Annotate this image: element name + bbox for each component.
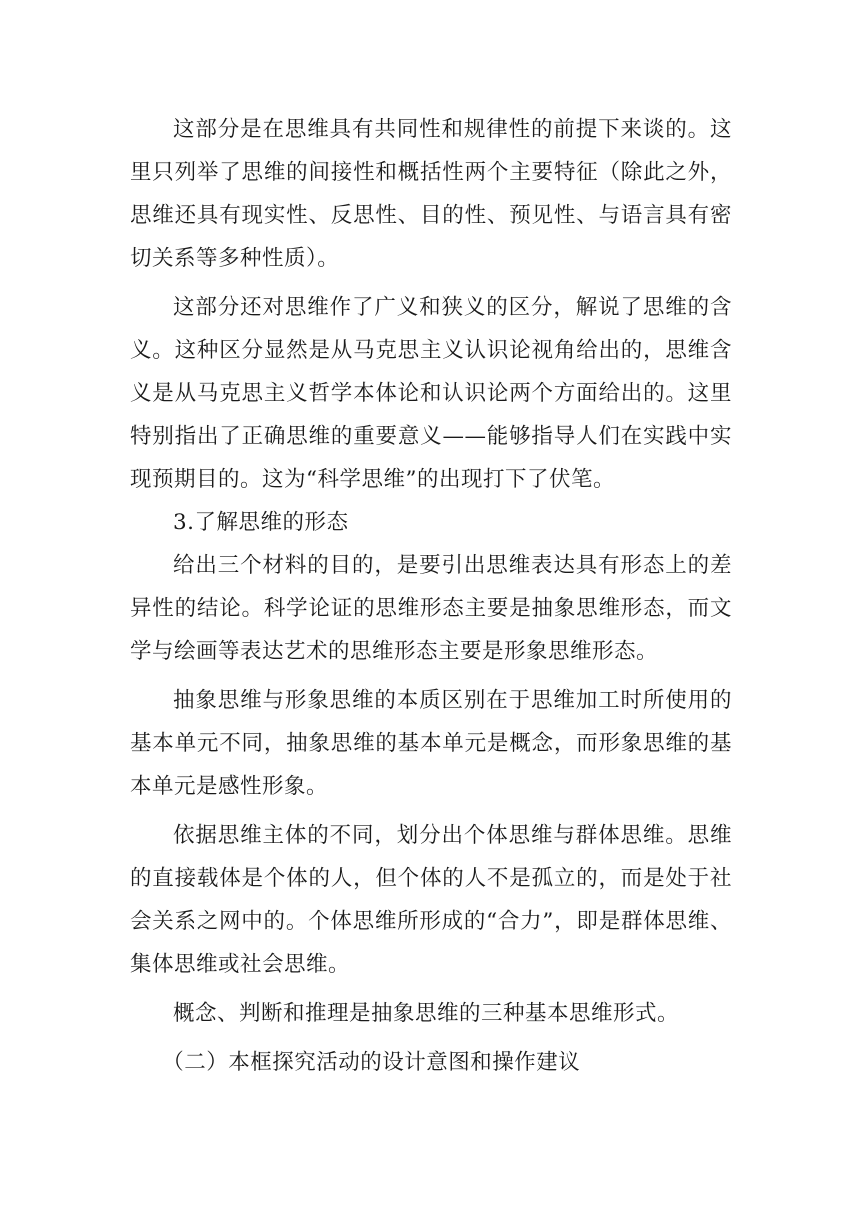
paragraph-individual-group: 依据思维主体的不同，划分出个体思维与群体思维。思维的直接载体是个体的人，但个体的人不是孤立的，而是处于社会关系之网中的。个体思维所形成的“合力”，即是群体思维、集体思维或社会思维。 [130,823,732,977]
section-heading: 3.了解思维的形态 [173,510,349,535]
paragraph-three-materials: 给出三个材料的目的，是要引出思维表达具有形态上的差异性的结论。科学论证的思维形态主要是抽象思维形态，而文学与绘画等表达艺术的思维形态主要是形象思维形态。 [130,553,732,664]
paragraph-common-nature: 这部分是在思维具有共同性和规律性的前提下来谈的。这里只列举了思维的间接性和概括性两个主要特征（除此之外，思维还具有现实性、反思性、目的性、预见性、与语言具有密切关系等多种性质）。 [130,117,732,271]
subsection-heading: （二）本框探究活动的设计意图和操作建议 [162,1050,581,1075]
document-body [130,108,732,1084]
paragraph-abstract-vs-image: 抽象思维与形象思维的本质区别在于思维加工时所使用的基本单元不同，抽象思维的基本单元是概念，而形象思维的基本单元是感性形象。 [130,688,732,799]
paragraph-basic-forms: 概念、判断和推理是抽象思维的三种基本思维形式。 [173,1001,680,1026]
paragraph-broad-narrow: 这部分还对思维作了广义和狭义的区分，解说了思维的含义。这种区分显然是从马克思主义认识论视角给出的，思维含义是从马克思主义哲学本体论和认识论两个方面给出的。这里特别指出了正确思维的重要意义——能够指导人们在实践中实现预期目的。这为“科学思维”的出现打下了伏笔。 [130,295,732,492]
